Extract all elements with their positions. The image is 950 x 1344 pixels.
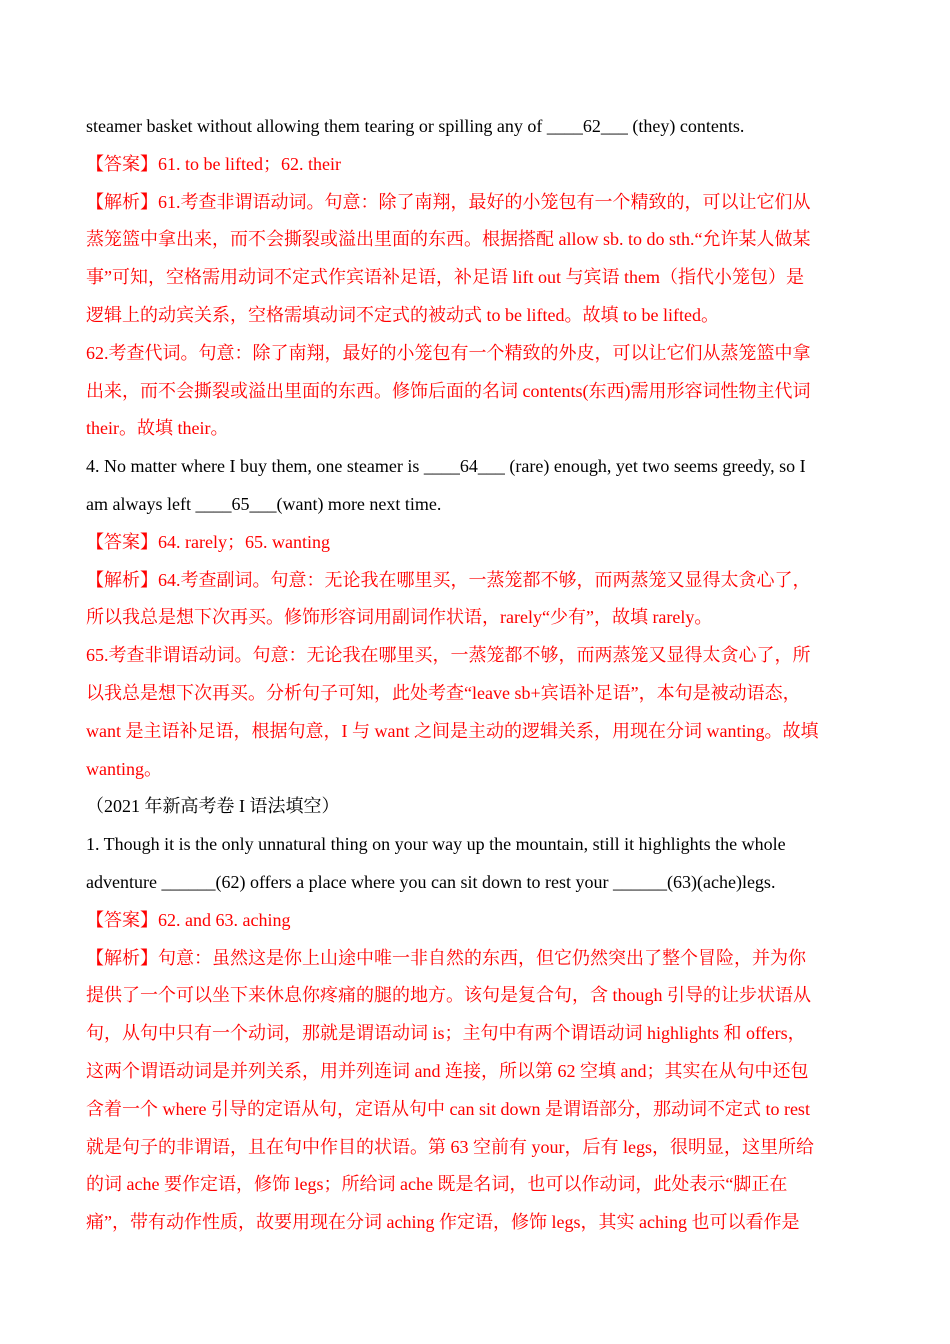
analysis-line: 就是句子的非谓语，且在句中作目的状语。第 63 空前有 your，后有 legs，很明显，这里所给 (86, 1136, 814, 1157)
analysis-line: 【解析】句意：虽然这是你上山途中唯一非自然的东西，但它仍然突出了整个冒险，并为你 (86, 947, 806, 968)
section-heading: （2021 年新高考卷 I 语法填空） (86, 796, 340, 817)
analysis-line: 痛”，带有动作性质，故要用现在分词 aching 作定语，修饰 legs，其实 aching 也可以看作是 (86, 1212, 800, 1233)
answer-line: 【答案】61. to be lifted；62. their (86, 153, 341, 174)
question-text-line: am always left ____65___(want) more next time. (86, 493, 442, 514)
question-text-line: adventure ______(62) offers a place where you can sit down to rest your ______(63)(ache)legs. (86, 871, 776, 892)
analysis-line: 含着一个 where 引导的定语从句，定语从句中 can sit down 是谓语部分，那动词不定式 to rest (86, 1098, 810, 1119)
analysis-line: 以我总是想下次再买。分析句子可知，此处考查“leave sb+宾语补足语”，本句是被动语态， (86, 682, 801, 703)
analysis-line: their。故填 their。 (86, 418, 229, 439)
analysis-line: 句，从句中只有一个动词，那就是谓语动词 is；主句中有两个谓语动词 highlights 和 offers， (86, 1023, 806, 1044)
analysis-line: 的词 ache 要作定语，修饰 legs；所给词 ache 既是名词，也可以作动词，此处表示“脚正在 (86, 1174, 788, 1195)
analysis-line: 事”可知，空格需用动词不定式作宾语补足语，补足语 lift out 与宾语 them（指代小笼包）是 (86, 267, 804, 288)
answer-line: 【答案】64. rarely；65. wanting (86, 531, 330, 552)
analysis-line: wanting。 (86, 758, 162, 779)
document-page (86, 108, 866, 1242)
analysis-line: 62.考查代词。句意：除了南翔，最好的小笼包有一个精致的外皮，可以让它们从蒸笼篮中拿 (86, 342, 811, 363)
analysis-line: 这两个谓语动词是并列关系，用并列连词 and 连接，所以第 62 空填 and；其实在从句中还包 (86, 1060, 809, 1081)
analysis-line: 【解析】64.考查副词。句意：无论我在哪里买，一蒸笼都不够，而两蒸笼又显得太贪心了， (86, 569, 811, 590)
analysis-line: 65.考查非谓语动词。句意：无论我在哪里买，一蒸笼都不够，而两蒸笼又显得太贪心了，所 (86, 645, 811, 666)
question-text-line: 1. Though it is the only unnatural thing on your way up the mountain, still it highlights the whole (86, 834, 786, 855)
analysis-line: 出来，而不会撕裂或溢出里面的东西。修饰后面的名词 contents(东西)需用形容词性物主代词 (86, 380, 811, 401)
analysis-line: 蒸笼篮中拿出来，而不会撕裂或溢出里面的东西。根据搭配 allow sb. to do sth.“允许某人做某 (86, 229, 811, 250)
analysis-line: 提供了一个可以坐下来休息你疼痛的腿的地方。该句是复合句，含 though 引导的让步状语从 (86, 985, 811, 1006)
analysis-line: want 是主语补足语，根据句意，I 与 want 之间是主动的逻辑关系，用现在分词 wanting。故填 (86, 720, 819, 741)
question-text-line: steamer basket without allowing them tearing or spilling any of ____62___ (they) contents. (86, 116, 745, 136)
analysis-line: 所以我总是想下次再买。修饰形容词用副词作状语，rarely“少有”，故填 rarely。 (86, 607, 713, 628)
analysis-line: 【解析】61.考查非谓语动词。句意：除了南翔，最好的小笼包有一个精致的，可以让它们从 (86, 191, 811, 212)
analysis-line: 逻辑上的动宾关系，空格需填动词不定式的被动式 to be lifted。故填 to be lifted。 (86, 304, 719, 325)
question-text-line: 4. No matter where I buy them, one steamer is ____64___ (rare) enough, yet two seems greedy, so I (86, 456, 806, 477)
answer-line: 【答案】62. and 63. aching (86, 909, 291, 930)
